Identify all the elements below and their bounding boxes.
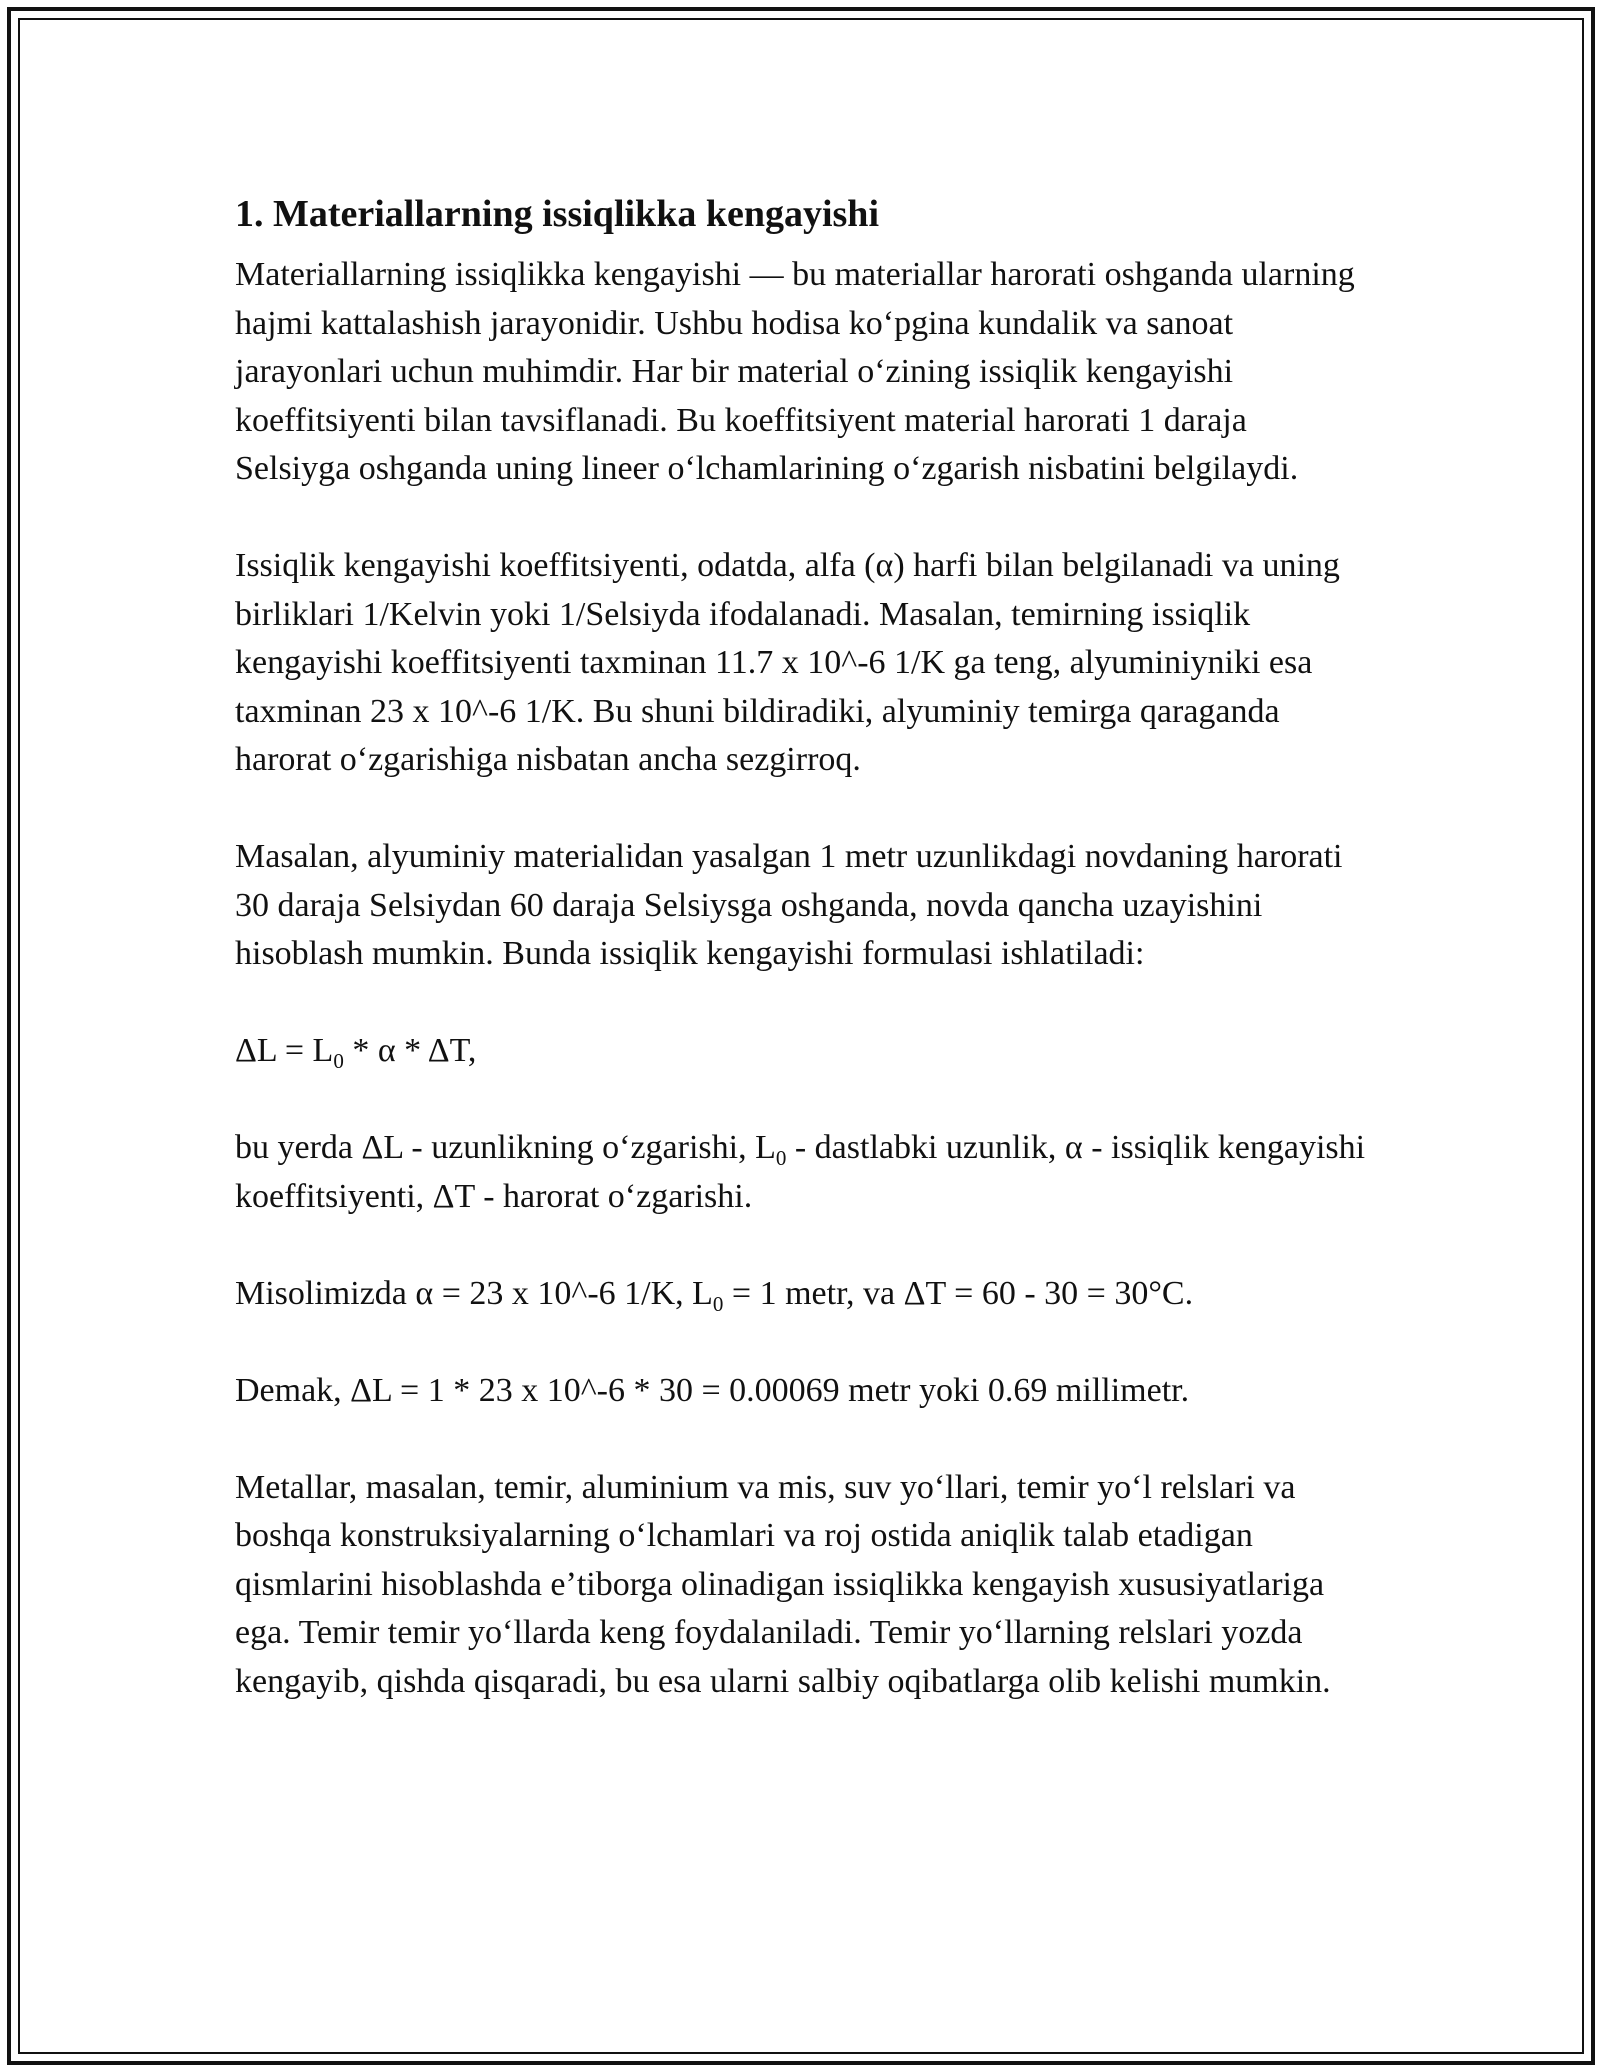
example-subscript: 0	[712, 1291, 724, 1316]
formula-subscript: 0	[333, 1049, 344, 1073]
formula-part-2: * α * ΔT,	[343, 1032, 477, 1069]
formula-definition	[235, 1124, 1370, 1221]
definition-subscript: 0	[775, 1146, 787, 1170]
example-values	[235, 1270, 1370, 1319]
paragraph-example-intro: Masalan, alyuminiy materialidan yasalgan 1 metr uzunlikdagi novdaning harorati 30 daraja Selsiydan 60 daraja Selsiysga oshganda, novda qancha uzayishini hisoblash mumkin. Bunda issiqlik kengayishi formulasi ishlatiladi:	[235, 838, 1343, 972]
document-body	[235, 185, 1370, 1755]
section-heading: 1. Materiallarning issiqlikka kengayishi	[235, 193, 879, 235]
definition-part-2: - dastlabki uzunlik, α - issiqlik kengayishi koeffitsiyenti, ΔT - harorat oʻzgarishi.	[235, 1129, 1366, 1215]
example-part-2: = 1 metr, va ΔT = 60 - 30 = 30°C.	[723, 1274, 1194, 1312]
formula-part-1: ΔL = L	[235, 1032, 334, 1069]
paragraph-closing: Metallar, masalan, temir, aluminium va mis, suv yoʻllari, temir yoʻl relslari va boshqa konstruksiyalarning oʻlchamlari va roj ostida aniqlik talab etadigan qismlarini hisoblashda eʼtiborga olinadigan issiqlikka kengayish xususiyatlariga ega. Temir temir yoʻllarda keng foydalaniladi. Temir yoʻllarning relslari yozda kengayib, qishda qisqaradi, bu esa ularni salbiy oqibatlarga olib kelishi mumkin.	[235, 1468, 1331, 1700]
example-part-1: Misolimizda α = 23 x 10^-6 1/K, L	[235, 1274, 713, 1312]
result-line: Demak, ΔL = 1 * 23 x 10^-6 * 30 = 0.00069 metr yoki 0.69 millimetr.	[235, 1371, 1190, 1409]
definition-part-1: bu yerda ΔL - uzunlikning oʻzgarishi, L	[235, 1129, 776, 1166]
formula	[235, 1027, 1370, 1076]
paragraph-coefficient: Issiqlik kengayishi koeffitsiyenti, odatda, alfa (α) harfi bilan belgilanadi va uning birliklari 1/Kelvin yoki 1/Selsiyda ifodalanadi. Masalan, temirning issiqlik kengayishi koeffitsiyenti taxminan 11.7 x 10^-6 1/K ga teng, alyuminiyniki esa taxminan 23 x 10^-6 1/K. Bu shuni bildiradiki, alyuminiy temirga qaraganda harorat oʻzgarishiga nisbatan ancha sezgirroq.	[235, 547, 1340, 778]
paragraph-definition: Materiallarning issiqlikka kengayishi — bu materiallar harorati oshganda ularning hajmi kattalashish jarayonidir. Ushbu hodisa koʻpgina kundalik va sanoat jarayonlari uchun muhimdir. Har bir material oʻzining issiqlik kengayishi koeffitsiyenti bilan tavsiflanadi. Bu koeffitsiyent material harorati 1 daraja Selsiyga oshganda uning lineer oʻlchamlarining oʻzgarish nisbatini belgilaydi.	[235, 256, 1355, 487]
